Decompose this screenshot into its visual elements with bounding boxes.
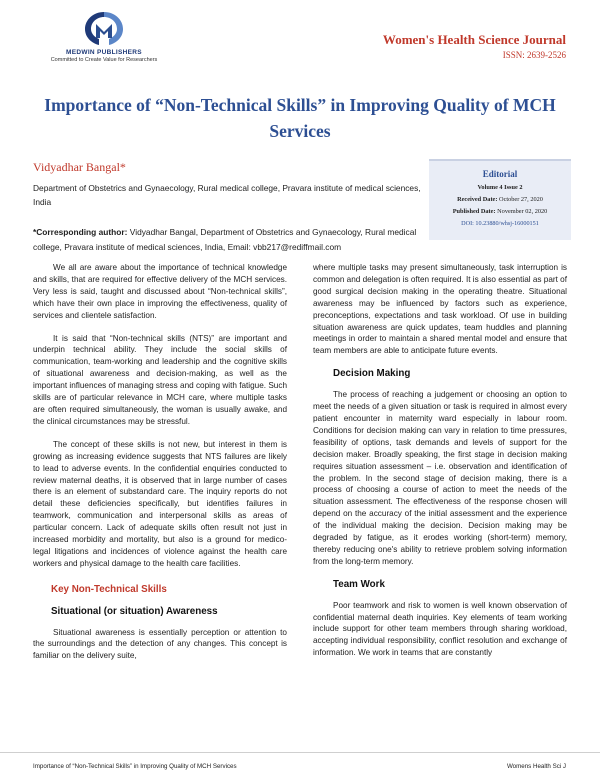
medwin-logo-icon — [81, 10, 127, 48]
corresponding-author — [33, 225, 428, 255]
paragraph: The concept of these skills is not new, but interest in them is growing as increasing evidence suggests that NTS failures are likely to lead to adverse events. In the confidential enquiries conducted to review maternal deaths, it is observed that in large number of cases there is an element of substandard care. The inquiry reports do not detail these deficiencies specifically, but identifies failures in teamwork, communication and interpersonal skills as areas of particular concern. Lack of adequate skills often result not just in increased morbidity and mortality, but also is a ground for medico-legal litigations and incidences of violence against the health care workers and physical damage to the health care facilities. — [33, 439, 287, 568]
footer-running-title: Importance of “Non-Technical Skills” in Improving Quality of MCH Services — [33, 763, 237, 770]
doi-link[interactable]: DOI: 10.23880/whsj-16000151 — [461, 220, 539, 227]
corresponding-label: *Corresponding author: — [33, 227, 128, 237]
right-column — [313, 262, 567, 670]
received-label: Received Date: — [457, 196, 498, 203]
volume-issue: Volume 4 Issue 2 — [477, 184, 523, 191]
corresponding-text: Vidyadhar Bangal, Department of Obstetrics and Gynaecology, Rural medical college, Pravara institute of medical sciences, India, Email: vbb217@rediffmail.com — [33, 227, 417, 252]
journal-header — [383, 32, 566, 60]
left-column — [33, 262, 287, 673]
author-name: Vidyadhar Bangal* — [33, 160, 126, 174]
section-heading-key-skills: Key Non-Technical Skills — [51, 583, 167, 595]
author-affiliation: Department of Obstetrics and Gynaecology, Rural medical college, Pravara institute of medical sciences, India — [33, 183, 421, 207]
page-footer — [0, 752, 600, 776]
subsection-heading-team: Team Work — [333, 578, 385, 590]
published-label: Published Date: — [452, 208, 496, 215]
publisher-name: MEDWIN PUBLISHERS — [66, 49, 142, 56]
publisher-tagline: Committed to Create Value for Researchers — [50, 57, 158, 63]
subsection-heading-decision: Decision Making — [333, 368, 411, 380]
journal-issn: ISSN: 2639-2526 — [502, 50, 566, 60]
paragraph: Poor teamwork and risk to women is well known observation of confidential maternal death inquiries. Key elements of team working include support for other team members through sharing workload, accepting individual responsibility, conflict resolution and exchange of information. We work in teams that are constantly — [313, 600, 567, 658]
journal-title: Women's Health Science Journal — [382, 32, 566, 47]
article-title: Importance of “Non-Technical Skills” in Improving Quality of MCH Services — [44, 95, 556, 141]
published-date — [429, 208, 571, 215]
paragraph: We all are aware about the importance of technical knowledge and skills, that are required for effective delivery of the MCH services. Very less is said, taught and discussed about “Non-technical skills”, which have their own place in improving the effectiveness, quality of services and clientele satisfaction. — [33, 263, 287, 320]
publisher-logo — [34, 10, 174, 63]
paragraph: The process of reaching a judgement or choosing an option to meet the needs of a given situation or task is required in almost every patient encounter in maternity ward especially in labour room. Conditions for decision making can vary in relation to time pressures, feasibility of options, task demands and levels of support for the decision maker. Broadly speaking, the first stage in decision making requires situation assessment – i.e. observation and identification of the problem. In the second stage of decision making, there is a process of choosing a course of action to meet the needs of the situation assessment. The effectiveness of the response chosen will depend on the accuracy of the initial assessment and the experience of the individual making the decision. Decision making may be degraded by fatigue, as it erodes working (short-term) memory, thereby reducing one's ability to retrieve problem solving information from the long-term memory. — [313, 390, 567, 566]
received-date — [429, 196, 571, 203]
subsection-heading-situational: Situational (or situation) Awareness — [51, 605, 218, 617]
paragraph: where multiple tasks may present simultaneously, task interruption is common and delegation is often required. It is also essential as part of good surgical decision making in the operating theatre. Situational awareness may be influenced by factors such as experience, preconceptions, expectations and task workload. Of use in building situation awareness are quick updates, team huddles and planning meetings in order to maintain a shared mental model and ensure that team members are able to anticipate future events. — [313, 263, 567, 356]
received-value: October 27, 2020 — [497, 196, 543, 203]
footer-journal-abbrev: Womens Health Sci J — [506, 763, 566, 770]
paragraph: Situational awareness is essentially perception or attention to the surroundings and the detection of any changes. This concept is familiar on the delivery suite, — [33, 627, 287, 661]
article-type: Editorial — [482, 169, 518, 179]
published-value: November 02, 2020 — [495, 208, 548, 215]
article-info-box — [429, 159, 571, 240]
paragraph: It is said that “Non-technical skills (NTS)” are important and underpin technical ability. They include the social skills of communication, team-working and leadership and the cognitive skills of situational awareness and decision-making, as well as the important influences of managing stress and coping with fatigue. Such skills are of particular relevance in MCH care, where multiple tasks are often required simultaneously, the woman is usually awake, and the clinical circumstances may be stressful. — [33, 333, 287, 426]
